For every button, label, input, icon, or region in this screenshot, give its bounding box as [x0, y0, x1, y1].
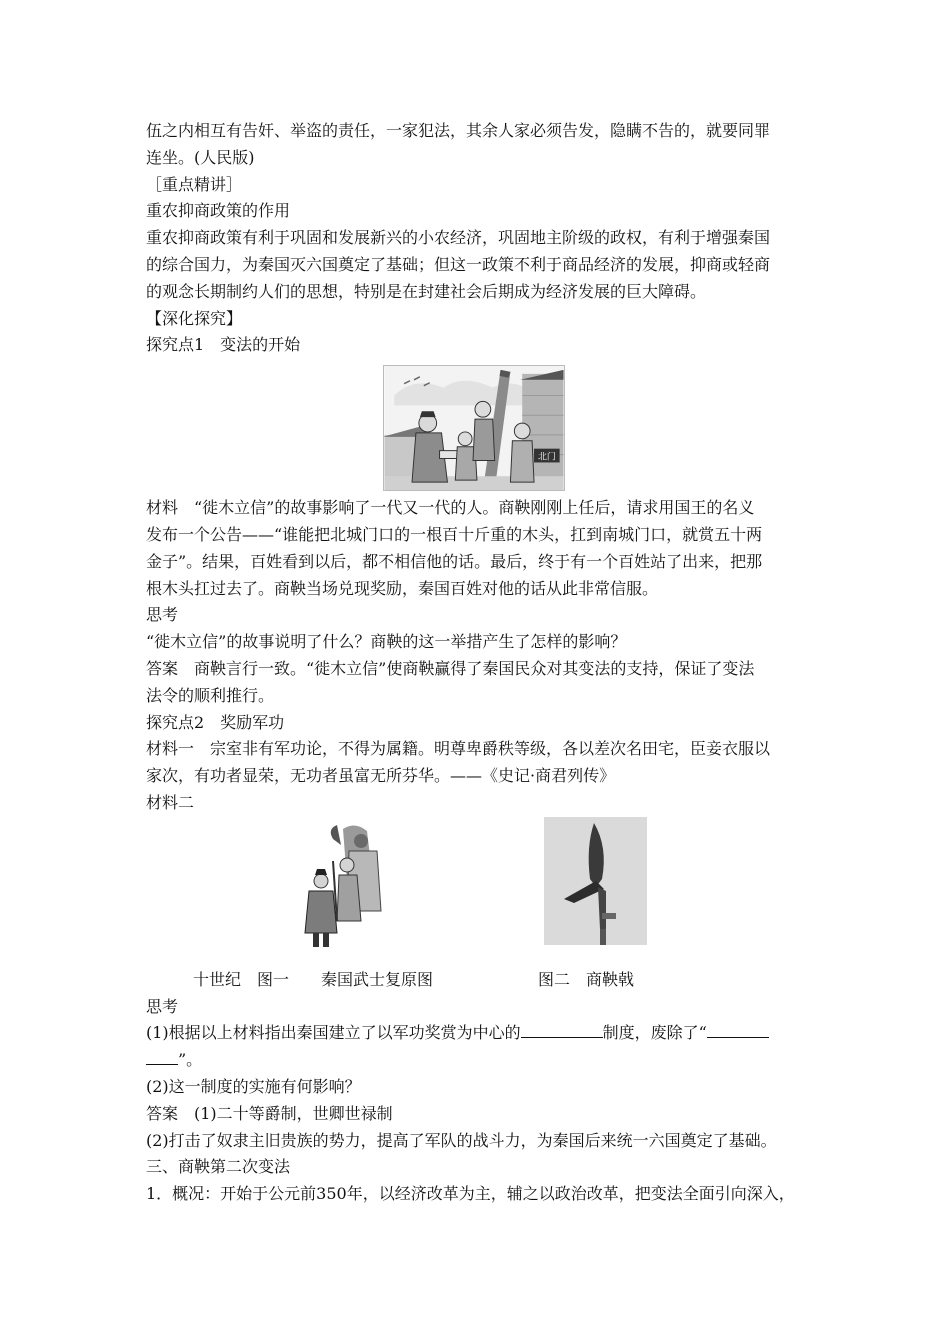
- question-2-line: (2)这一制度的实施有何影响？: [146, 1076, 361, 1096]
- text-line: 根木头扛过去了。商鞅当场兑现奖励，秦国百姓对他的话从此非常信服。: [146, 578, 659, 598]
- section-heading-second-reform: 三、商鞅第二次变法: [146, 1157, 291, 1177]
- figure-captions: [146, 967, 814, 994]
- question-1-text: 制度，废除了“: [602, 1023, 707, 1043]
- text-line: 伍之内相互有告奸、举盗的责任，一家犯法，其余人家必须告发，隐瞒不告的，就要同罪: [146, 121, 771, 140]
- answer-line: 答案 商鞅言行一致。“徙木立信”使商鞅赢得了秦国民众对其变法的支持，保证了变法: [146, 658, 755, 678]
- answer-blank-2-continued: [146, 1047, 178, 1065]
- document-body: [146, 118, 814, 1208]
- text-line: 重农抑商政策有利于巩固和发展新兴的小农经济，巩固地主阶级的政权，有利于增强秦国: [146, 228, 771, 248]
- text-line: 的观念长期制约人们的思想，特别是在封建社会后期成为经济发展的巨大障碍。: [146, 281, 707, 301]
- section-label-deep-inquiry: 【深化探究】: [146, 308, 243, 328]
- answer-line: (2)打击了奴隶主旧贵族的势力，提高了军队的战斗力，为秦国后来统一六国奠定了基础。: [146, 1130, 777, 1150]
- question-1-text: ”。: [178, 1050, 203, 1070]
- qin-warrior-figure: [303, 821, 387, 949]
- moving-log-illustration: [383, 365, 565, 491]
- think-label: 思考: [146, 996, 179, 1016]
- material-two-label: 材料二: [146, 792, 195, 812]
- think-label: 思考: [146, 605, 179, 625]
- text-line: 家次，有功者显荣，无功者虽富无所芬华。——《史记·商君列传》: [146, 766, 616, 786]
- section-label-key-points: ［重点精讲］: [146, 174, 243, 194]
- figure-2-caption: 图二 商鞅戟: [538, 969, 635, 989]
- text-line: 1．概况：开始于公元前350年，以经济改革为主，辅之以政治改革，把变法全面引向深入，: [146, 1184, 795, 1204]
- subheading-policy-effect: 重农抑商政策的作用: [146, 201, 291, 221]
- text-line: 材料一 宗室非有军功论，不得为属籍。明尊卑爵秩等级，各以差次名田宅，臣妾衣服以: [146, 739, 771, 759]
- text-line: 金子”。结果，百姓看到以后，都不相信他的话。最后，终于有一个百姓站了出来，把那: [146, 551, 763, 571]
- inquiry-point-1-heading: 探究点1 变法的开始: [146, 335, 301, 355]
- answer-line: 法令的顺利推行。: [146, 685, 275, 705]
- answer-blank-2: [707, 1020, 769, 1038]
- figure-1-caption: 十世纪 图一 秦国武士复原图: [193, 969, 434, 989]
- figure-row: [146, 817, 814, 967]
- text-line: 发布一个公告——“谁能把北城门口的一根百十斤重的木头，扛到南城门口，就赏五十两: [146, 524, 763, 544]
- text-line: 的综合国力，为秦国灭六国奠定了基础；但这一政策不利于商品经济的发展，抑商或轻商: [146, 254, 771, 274]
- question-1-line-continued: [146, 1047, 814, 1074]
- shang-yang-ji-figure: [544, 817, 647, 945]
- text-line: 连坐。(人民版): [146, 147, 255, 167]
- question-1-line: [146, 1020, 814, 1047]
- answer-blank-1: [521, 1020, 603, 1038]
- answer-line: 答案 (1)二十等爵制，世卿世禄制: [146, 1103, 393, 1123]
- question-1-text: (1)根据以上材料指出秦国建立了以军功奖赏为中心的: [146, 1023, 521, 1043]
- inquiry-point-2-heading: 探究点2 奖励军功: [146, 712, 285, 732]
- city-gate-sign: 北门: [537, 452, 556, 463]
- text-line: 材料 “徙木立信”的故事影响了一代又一代的人。商鞅刚刚上任后，请求用国王的名义: [146, 498, 755, 518]
- question-line: “徙木立信”的故事说明了什么？商鞅的这一举措产生了怎样的影响？: [146, 632, 627, 652]
